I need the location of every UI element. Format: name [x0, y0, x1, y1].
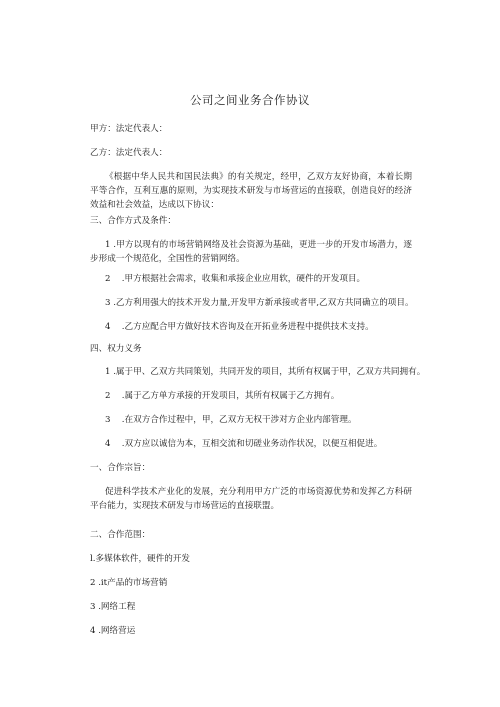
- section-heading-scope: 二、合作范围：: [90, 530, 151, 540]
- cooperation-item-3: 3 .乙方利用强大的技术开发力量,开发甲方新承接或者甲,乙双方共同确立的项目。: [105, 298, 414, 308]
- scope-item-3: 3 .网络工程: [90, 602, 136, 612]
- cooperation-item-1: 1 .甲方以现有的市场营销网络及社会资源为基础，更进一步的开发市场潜力，逐步形成一个规范化，全国性的营销网络。: [90, 240, 412, 264]
- rights-item-3: 3 .在双方合作过程中，甲，乙双方无权干涉对方企业内部管理。: [105, 415, 357, 425]
- preamble-paragraph: 《根据中华人民共和国民法典》的有关规定，经甲，乙双方友好协商，本着长期平等合作，互利互惠的原则，为实现技术研发与市场营运的直接联，创造良好的经济效益和社会效益，达成以下协议：: [90, 172, 412, 210]
- purpose-paragraph: 促进科学技术产业化的发展，充分利用甲方广泛的市场资源优势和发挥乙方科研平台能力，实现技术研发与市场营运的直接联盟。: [90, 487, 412, 511]
- document-title: 公司之间业务合作协议: [190, 93, 310, 107]
- section-heading-rights: 四、权力义务: [90, 344, 142, 354]
- rights-item-1: 1 .属于甲、乙双方共同策划，共同开发的项目，其所有权属于甲，乙双方共同拥有。: [105, 367, 426, 377]
- scope-item-1: l.多媒体软件，硬件的开发: [90, 554, 191, 564]
- party-b-line: 乙方：法定代表人：: [90, 148, 168, 158]
- party-a-line: 甲方：法定代表人：: [90, 124, 168, 134]
- section-heading-cooperation: 三、合作方式及条件：: [90, 216, 176, 226]
- scope-item-4: 4 .网络营运: [90, 626, 136, 636]
- rights-item-2: 2 .属于乙方单方承接的开发项目，其所有权属于乙方拥有。: [105, 391, 340, 401]
- scope-item-2: 2 .it产品的市场营销: [90, 578, 168, 588]
- cooperation-item-2: 2 .甲方根据社会需求，收集和承接企业应用软，硬件的开发项目。: [105, 274, 366, 284]
- cooperation-item-4: 4 .乙方应配合甲方做好技术咨询及在开拓业务进程中提供技术支持。: [105, 322, 374, 332]
- section-heading-purpose: 一、合作宗旨：: [90, 463, 151, 473]
- rights-item-4: 4 .双方应以诚信为本，互相交流和切磋业务动作状况，以便互相促进。: [105, 439, 383, 449]
